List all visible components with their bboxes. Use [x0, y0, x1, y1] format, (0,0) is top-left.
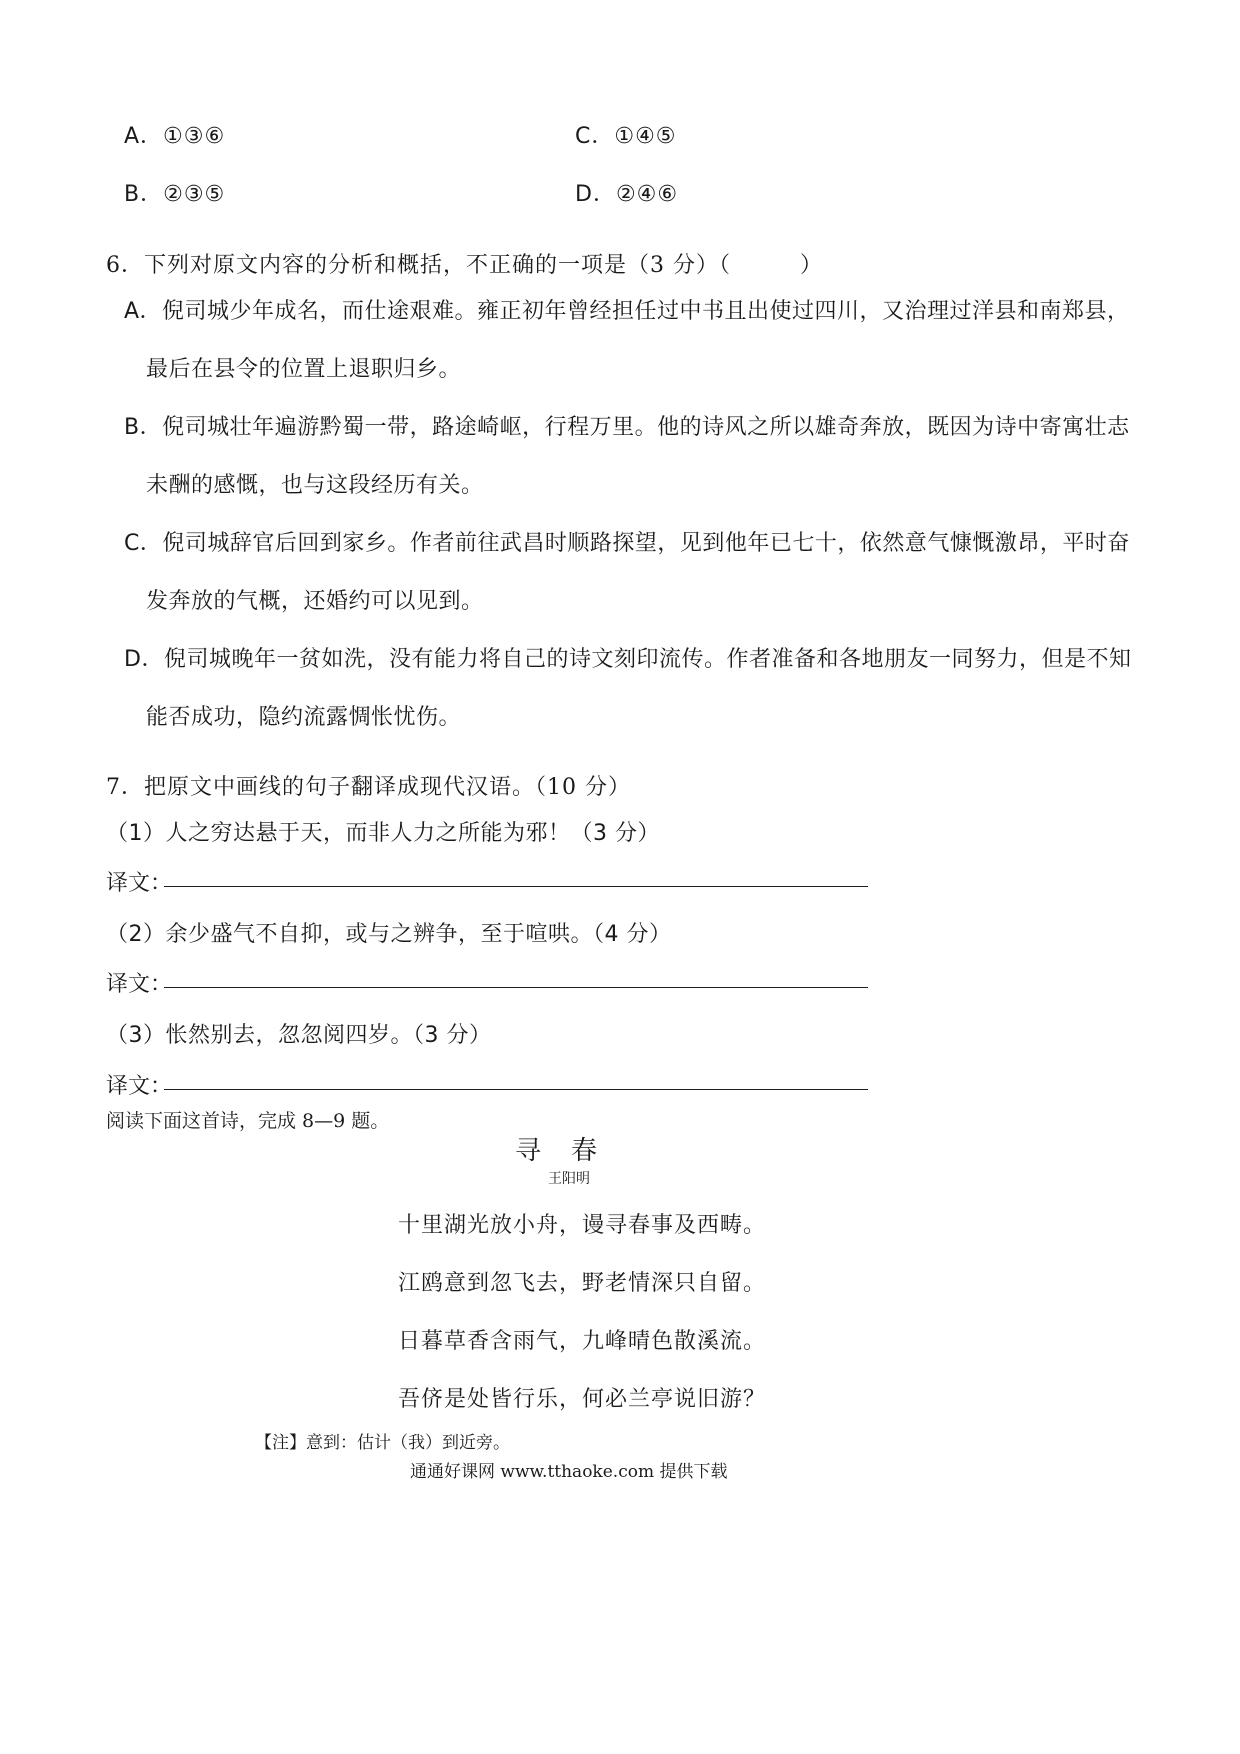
option-b: B．②③⑤ — [124, 182, 226, 207]
q7-answer-label-2: 译文： — [106, 972, 173, 997]
option-d: D．②④⑥ — [575, 182, 679, 207]
q7-answer-field-1[interactable] — [164, 886, 868, 887]
poem-note: 【注】意到：估计（我）到近旁。 — [255, 1433, 510, 1453]
q6-option-c-line1: C．倪司城辞官后回到家乡。作者前往武昌时顺路探望，见到他年已七十，依然意气慷慨激昂，平时奋 — [124, 531, 1130, 556]
q6-option-a-line2: 最后在县令的位置上退职归乡。 — [146, 357, 462, 382]
q6-option-a-line1: A．倪司城少年成名，而仕途艰难。雍正初年曾经担任过中书且出使过四川，又治理过洋县和南郑县， — [124, 299, 1130, 324]
poem-author: 王阳明 — [548, 1171, 590, 1187]
q7-answer-label-1: 译文： — [106, 871, 173, 896]
option-a: A．①③⑥ — [124, 124, 226, 149]
poem-line-1: 十里湖光放小舟，谩寻春事及西畴。 — [398, 1213, 767, 1238]
option-c: C．①④⑤ — [575, 124, 677, 149]
poem-line-4: 吾侪是处皆行乐，何必兰亭说旧游？ — [398, 1387, 767, 1412]
q7-answer-label-3: 译文： — [106, 1074, 173, 1099]
q6-option-b-line2: 未酬的感慨，也与这段经历有关。 — [146, 473, 484, 498]
q7-sentence-3: （3）怅然别去，忽忽阅四岁。（3 分） — [106, 1023, 492, 1048]
q6-option-c-line2: 发奔放的气概，还婚约可以见到。 — [146, 589, 484, 614]
q7-sentence-2: （2）余少盛气不自抑，或与之辨争，至于喧哄。（4 分） — [106, 922, 672, 947]
q7-sentence-1: （1）人之穷达悬于天，而非人力之所能为邪！（3 分） — [106, 821, 660, 846]
question-6-stem: 6．下列对原文内容的分析和概括，不正确的一项是（3 分）（ ） — [106, 253, 823, 278]
poem-line-2: 江鸥意到忽飞去，野老情深只自留。 — [398, 1271, 767, 1296]
poem-title: 寻春 — [515, 1136, 628, 1166]
reading-intro: 阅读下面这首诗，完成 8—9 题。 — [106, 1110, 390, 1132]
q7-answer-field-3[interactable] — [164, 1089, 868, 1090]
q7-answer-field-2[interactable] — [164, 987, 868, 988]
question-7-stem: 7．把原文中画线的句子翻译成现代汉语。（10 分） — [106, 775, 631, 800]
footer-source: 通通好课网 www.tthaoke.com 提供下载 — [410, 1462, 728, 1482]
q6-option-b-line1: B．倪司城壮年遍游黔蜀一带，路途崎岖，行程万里。他的诗风之所以雄奇奔放，既因为诗中寄寓壮志 — [124, 415, 1130, 440]
q6-option-d-line1: D．倪司城晚年一贫如洗，没有能力将自己的诗文刻印流传。作者准备和各地朋友一同努力，但是不知 — [124, 647, 1132, 672]
q6-option-d-line2: 能否成功，隐约流露惆怅忧伤。 — [146, 705, 462, 730]
poem-line-3: 日暮草香含雨气，九峰晴色散溪流。 — [398, 1329, 767, 1354]
